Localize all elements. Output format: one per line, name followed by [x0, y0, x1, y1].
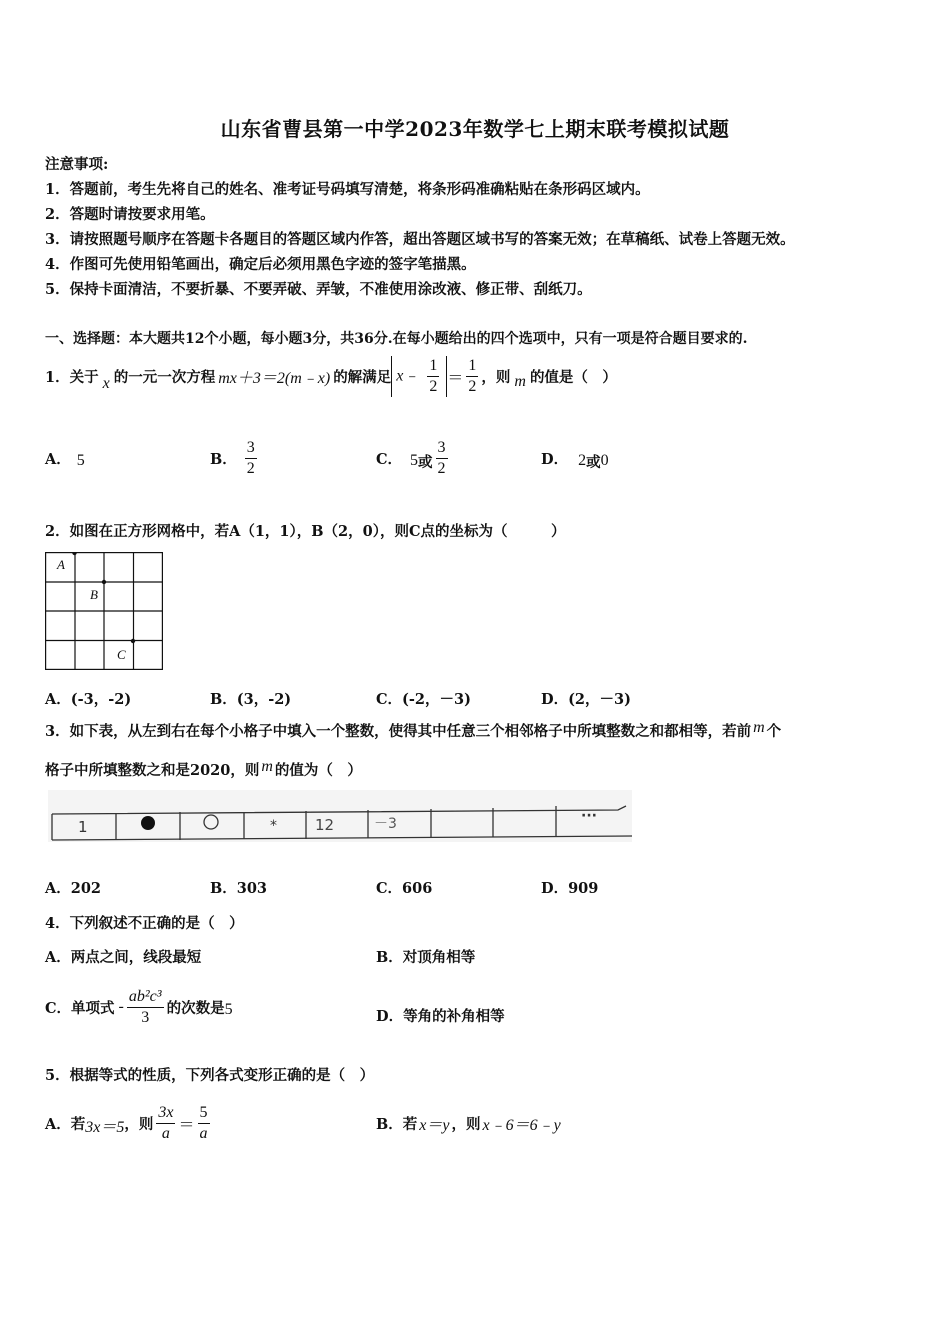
- q4-option-c: [45, 982, 233, 1032]
- option-value: 5: [76, 452, 85, 469]
- square-grid-figure: [45, 552, 163, 670]
- cell-value: ···: [581, 808, 597, 824]
- notice-heading: 注意事项:: [45, 156, 109, 173]
- equation: 3x＝5: [85, 1118, 125, 1136]
- cell-value: *: [270, 818, 277, 834]
- cell-value: 12: [315, 816, 335, 834]
- option-label: A．若: [45, 1115, 86, 1133]
- point-b: [102, 580, 106, 584]
- frac-num: 3: [245, 438, 257, 459]
- option-or: 或: [586, 453, 601, 471]
- q3-option-b: B．303: [210, 880, 268, 897]
- q3-var-m: m: [261, 758, 273, 775]
- frac-den: a: [199, 1124, 208, 1142]
- option-fraction: [436, 438, 448, 479]
- rhs-fraction: [198, 1103, 210, 1144]
- q2-option-b: B．(3，-2): [210, 691, 292, 708]
- q1-absolute-value: [391, 356, 447, 397]
- label-a: A: [57, 557, 65, 572]
- filled-circle-icon: [141, 816, 155, 830]
- q1-rhs-fraction: [466, 356, 478, 397]
- option-text: ，则: [124, 1115, 154, 1133]
- frac-den: a: [161, 1124, 170, 1142]
- lhs-fraction: [156, 1103, 175, 1144]
- q5-option-b: [376, 1098, 561, 1148]
- option-label: C．单项式: [45, 999, 115, 1017]
- q1-fraction: [427, 356, 439, 397]
- q1-option-c: [376, 434, 451, 482]
- q1-abs-expr: x﹣: [396, 367, 420, 384]
- question-2: 2．如图在正方形网格中，若A（1，1），B（2，0），则C点的坐标为（ ）: [45, 523, 566, 540]
- frac-den: 2: [437, 459, 446, 477]
- frac-num: 5: [198, 1103, 210, 1124]
- option-value: 5: [224, 1001, 233, 1018]
- q4-option-a: A．两点之间，线段最短: [45, 949, 202, 966]
- option-text: ，则: [451, 1115, 481, 1133]
- q1-option-b: [210, 434, 260, 482]
- q1-frac-den: 2: [429, 377, 438, 395]
- q3-text: 3．如下表，从左到右在每个小格子中填入一个整数，使得其中任意三个相邻格子中所填整数之和都相等，若前: [45, 723, 752, 740]
- question-5: 5．根据等式的性质，下列各式变形正确的是（ ）: [45, 1067, 375, 1084]
- option-label: B．若: [376, 1115, 418, 1133]
- frac-den: 2: [246, 459, 255, 477]
- q1-option-a: [45, 434, 85, 482]
- label-c: C: [117, 647, 126, 662]
- q1-text: ，则: [481, 368, 511, 386]
- point-a: [72, 552, 76, 555]
- q2-option-c: C．(-2，－3): [376, 691, 471, 708]
- point-c: [131, 639, 135, 643]
- option-label: C．: [376, 450, 403, 468]
- option-text: 的次数是: [166, 999, 225, 1017]
- q3-option-a: A．202: [45, 880, 102, 897]
- q1-text: 1．关于: [45, 368, 99, 386]
- q3-text: 格子中所填整数之和是2020，则: [45, 762, 260, 779]
- q1-text: 的一元一次方程: [113, 368, 216, 386]
- q3-option-d: D．909: [541, 880, 599, 897]
- frac-num: 3: [436, 438, 448, 459]
- frac-num: ab²c³: [127, 987, 164, 1008]
- option-value: 2: [578, 452, 587, 469]
- notice-item: 1．答题前，考生先将自己的姓名、准考证号码填写清楚，将条形码准确粘贴在条形码区域内。: [45, 181, 650, 198]
- q1-rhs-num: 1: [466, 356, 478, 377]
- cell-value: 1: [78, 818, 88, 836]
- q1-var-m: m: [514, 373, 526, 390]
- notice-item: 3．请按照题号顺序在答题卡各题目的答题区域内作答，超出答题区域书写的答案无效；在草稿纸、试卷上答题无效。: [45, 231, 795, 248]
- q1-var-x: x: [102, 375, 110, 392]
- question-1: [45, 352, 617, 400]
- q1-option-d: [541, 434, 609, 482]
- option-label: A．: [45, 450, 71, 468]
- option-value: 0: [600, 452, 609, 469]
- q3-option-c: C．606: [376, 880, 433, 897]
- notice-item: 4．作图可先使用铅笔画出，确定后必须用黑色字迹的签字笔描黑。: [45, 256, 476, 273]
- notice-item: 2．答题时请按要求用笔。: [45, 206, 215, 223]
- question-4: 4．下列叙述不正确的是（ ）: [45, 915, 244, 932]
- question-3-line-1: [45, 720, 781, 741]
- page-title: 山东省曹县第一中学2023年数学七上期末联考模拟试题: [220, 117, 730, 141]
- q5-option-a: [45, 1098, 213, 1148]
- q4-option-d: D．等角的补角相等: [376, 1008, 505, 1025]
- frac-den: 3: [141, 1008, 150, 1026]
- q2-option-a: A．(-3，-2): [45, 691, 132, 708]
- q2-option-d: D．(2，－3): [541, 691, 631, 708]
- q3-var-m: m: [753, 719, 765, 736]
- equals: ＝: [178, 1116, 195, 1134]
- q3-text: 的值为（ ）: [274, 762, 362, 779]
- monomial-fraction: [127, 987, 164, 1028]
- minus-sign: -: [118, 998, 124, 1015]
- q3-text: 个: [766, 723, 782, 740]
- q1-text: 的解满足: [333, 368, 392, 386]
- option-fraction: [245, 438, 257, 479]
- q4-option-b: B．对顶角相等: [376, 949, 476, 966]
- label-b: B: [90, 587, 98, 602]
- notice-item: 5．保持卡面清洁，不要折暴、不要弄破、弄皱，不准使用涂改液、修正带、刮纸刀。: [45, 281, 592, 298]
- equation: x＝y: [419, 1116, 450, 1134]
- option-label: D．: [541, 450, 569, 468]
- option-value: 5: [410, 452, 419, 469]
- question-3-line-2: [45, 759, 362, 780]
- option-or: 或: [418, 453, 433, 471]
- q1-rhs-den: 2: [468, 377, 477, 395]
- frac-num: 3x: [156, 1103, 175, 1124]
- number-cells-table: [48, 790, 632, 842]
- section-heading: 一、选择题：本大题共12个小题，每小题3分，共36分.在每小题给出的四个选项中，只有一项是符合题目要求的.: [45, 331, 748, 347]
- q1-text: 的值是（ ）: [529, 368, 617, 386]
- option-label: B．: [210, 450, 237, 468]
- q1-equals: ＝: [447, 369, 464, 387]
- q1-equation: mx＋3＝2(m﹣x): [218, 369, 331, 387]
- cell-value: －3: [374, 816, 397, 832]
- q1-frac-num: 1: [427, 356, 439, 377]
- equation: x﹣6＝6﹣y: [482, 1116, 561, 1134]
